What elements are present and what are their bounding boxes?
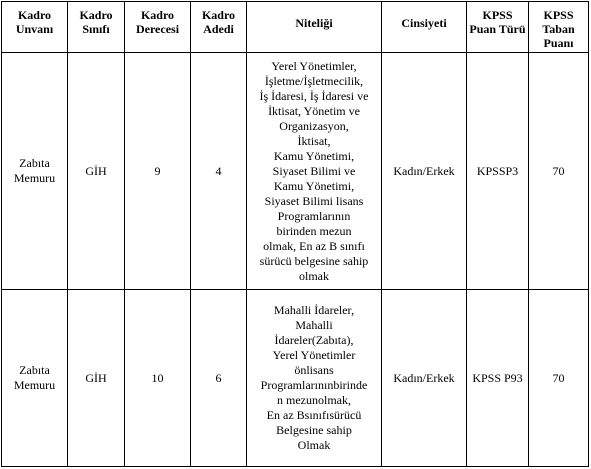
nitelik-line: Belgesine sahip bbox=[276, 423, 352, 437]
nitelik-line: İdareler(Zabıta), bbox=[274, 333, 354, 347]
nitelik-line: İş İdaresi, İş İdaresi ve bbox=[259, 88, 369, 103]
cell-cinsiyet: Kadın/Erkek bbox=[382, 53, 467, 290]
nitelik-line: önlisans bbox=[294, 363, 334, 377]
table-row bbox=[2, 290, 589, 467]
cell-puan-turu: KPSSP3 bbox=[467, 53, 529, 290]
nitelik-line: Siyaset Bilimi ve bbox=[272, 163, 356, 178]
cell-taban-puan: 70 bbox=[529, 290, 589, 467]
nitelik-line: olmak, En az B sınıfı bbox=[263, 238, 365, 253]
nitelik-line: Yerel Yönetimler, bbox=[271, 58, 357, 73]
nitelik-line: olmak bbox=[299, 268, 329, 283]
cell-sinif: GİH bbox=[68, 290, 125, 467]
cell-cinsiyet: Kadın/Erkek bbox=[382, 290, 467, 467]
cell-adet: 4 bbox=[191, 53, 247, 290]
header-kadro-unvani: Kadro Unvanı bbox=[2, 2, 68, 53]
nitelik-line: Mahalli bbox=[295, 318, 333, 332]
nitelik-line: Programlarınınbirinde bbox=[260, 378, 368, 392]
header-kpss-taban-puani: KPSS Taban Puanı bbox=[529, 2, 589, 53]
nitelik-line: Yerel Yönetimler bbox=[272, 348, 356, 362]
nitelik-line: n mezunolmak, bbox=[277, 393, 351, 407]
nitelik-line: Siyaset Bilimi lisans bbox=[264, 193, 364, 208]
cell-nitelik bbox=[247, 290, 382, 467]
header-cinsiyeti: Cinsiyeti bbox=[382, 2, 467, 53]
header-kadro-derecesi: Kadro Derecesi bbox=[125, 2, 191, 53]
nitelik-line: En az Bsınıfısürücü bbox=[266, 408, 362, 422]
header-kpss-puan-turu: KPSS Puan Türü bbox=[467, 2, 529, 53]
cell-unvan: Zabıta Memuru bbox=[2, 290, 68, 467]
nitelik-line: Kamu Yönetimi, bbox=[273, 148, 355, 163]
kadro-table bbox=[1, 1, 589, 467]
nitelik-line: İktisat, Yönetim ve bbox=[268, 103, 360, 118]
header-kadro-sinifi: Kadro Sınıfı bbox=[68, 2, 125, 53]
header-niteligi: Niteliği bbox=[247, 2, 382, 53]
header-kadro-adedi: Kadro Adedi bbox=[191, 2, 247, 53]
nitelik-line: sürücü belgesine sahip bbox=[259, 253, 369, 268]
cell-derece: 9 bbox=[125, 53, 191, 290]
nitelik-line: Mahalli İdareler, bbox=[273, 303, 355, 317]
table-row bbox=[2, 53, 589, 290]
nitelik-line: Programlarının bbox=[277, 208, 351, 223]
cell-sinif: GİH bbox=[68, 53, 125, 290]
cell-taban-puan: 70 bbox=[529, 53, 589, 290]
nitelik-line: birinden mezun bbox=[276, 223, 352, 238]
table-header-row bbox=[2, 2, 589, 53]
nitelik-line: Olmak bbox=[297, 438, 331, 452]
nitelik-line: İşletme/İşletmecilik, bbox=[264, 73, 364, 88]
cell-unvan: Zabıta Memuru bbox=[2, 53, 68, 290]
cell-puan-turu: KPSS P93 bbox=[467, 290, 529, 467]
nitelik-line: İktisat, bbox=[297, 133, 331, 148]
cell-nitelik bbox=[247, 53, 382, 290]
nitelik-line: Organizasyon, bbox=[279, 118, 349, 133]
cell-derece: 10 bbox=[125, 290, 191, 467]
nitelik-line: Kamu Yönetimi, bbox=[273, 178, 355, 193]
cell-adet: 6 bbox=[191, 290, 247, 467]
